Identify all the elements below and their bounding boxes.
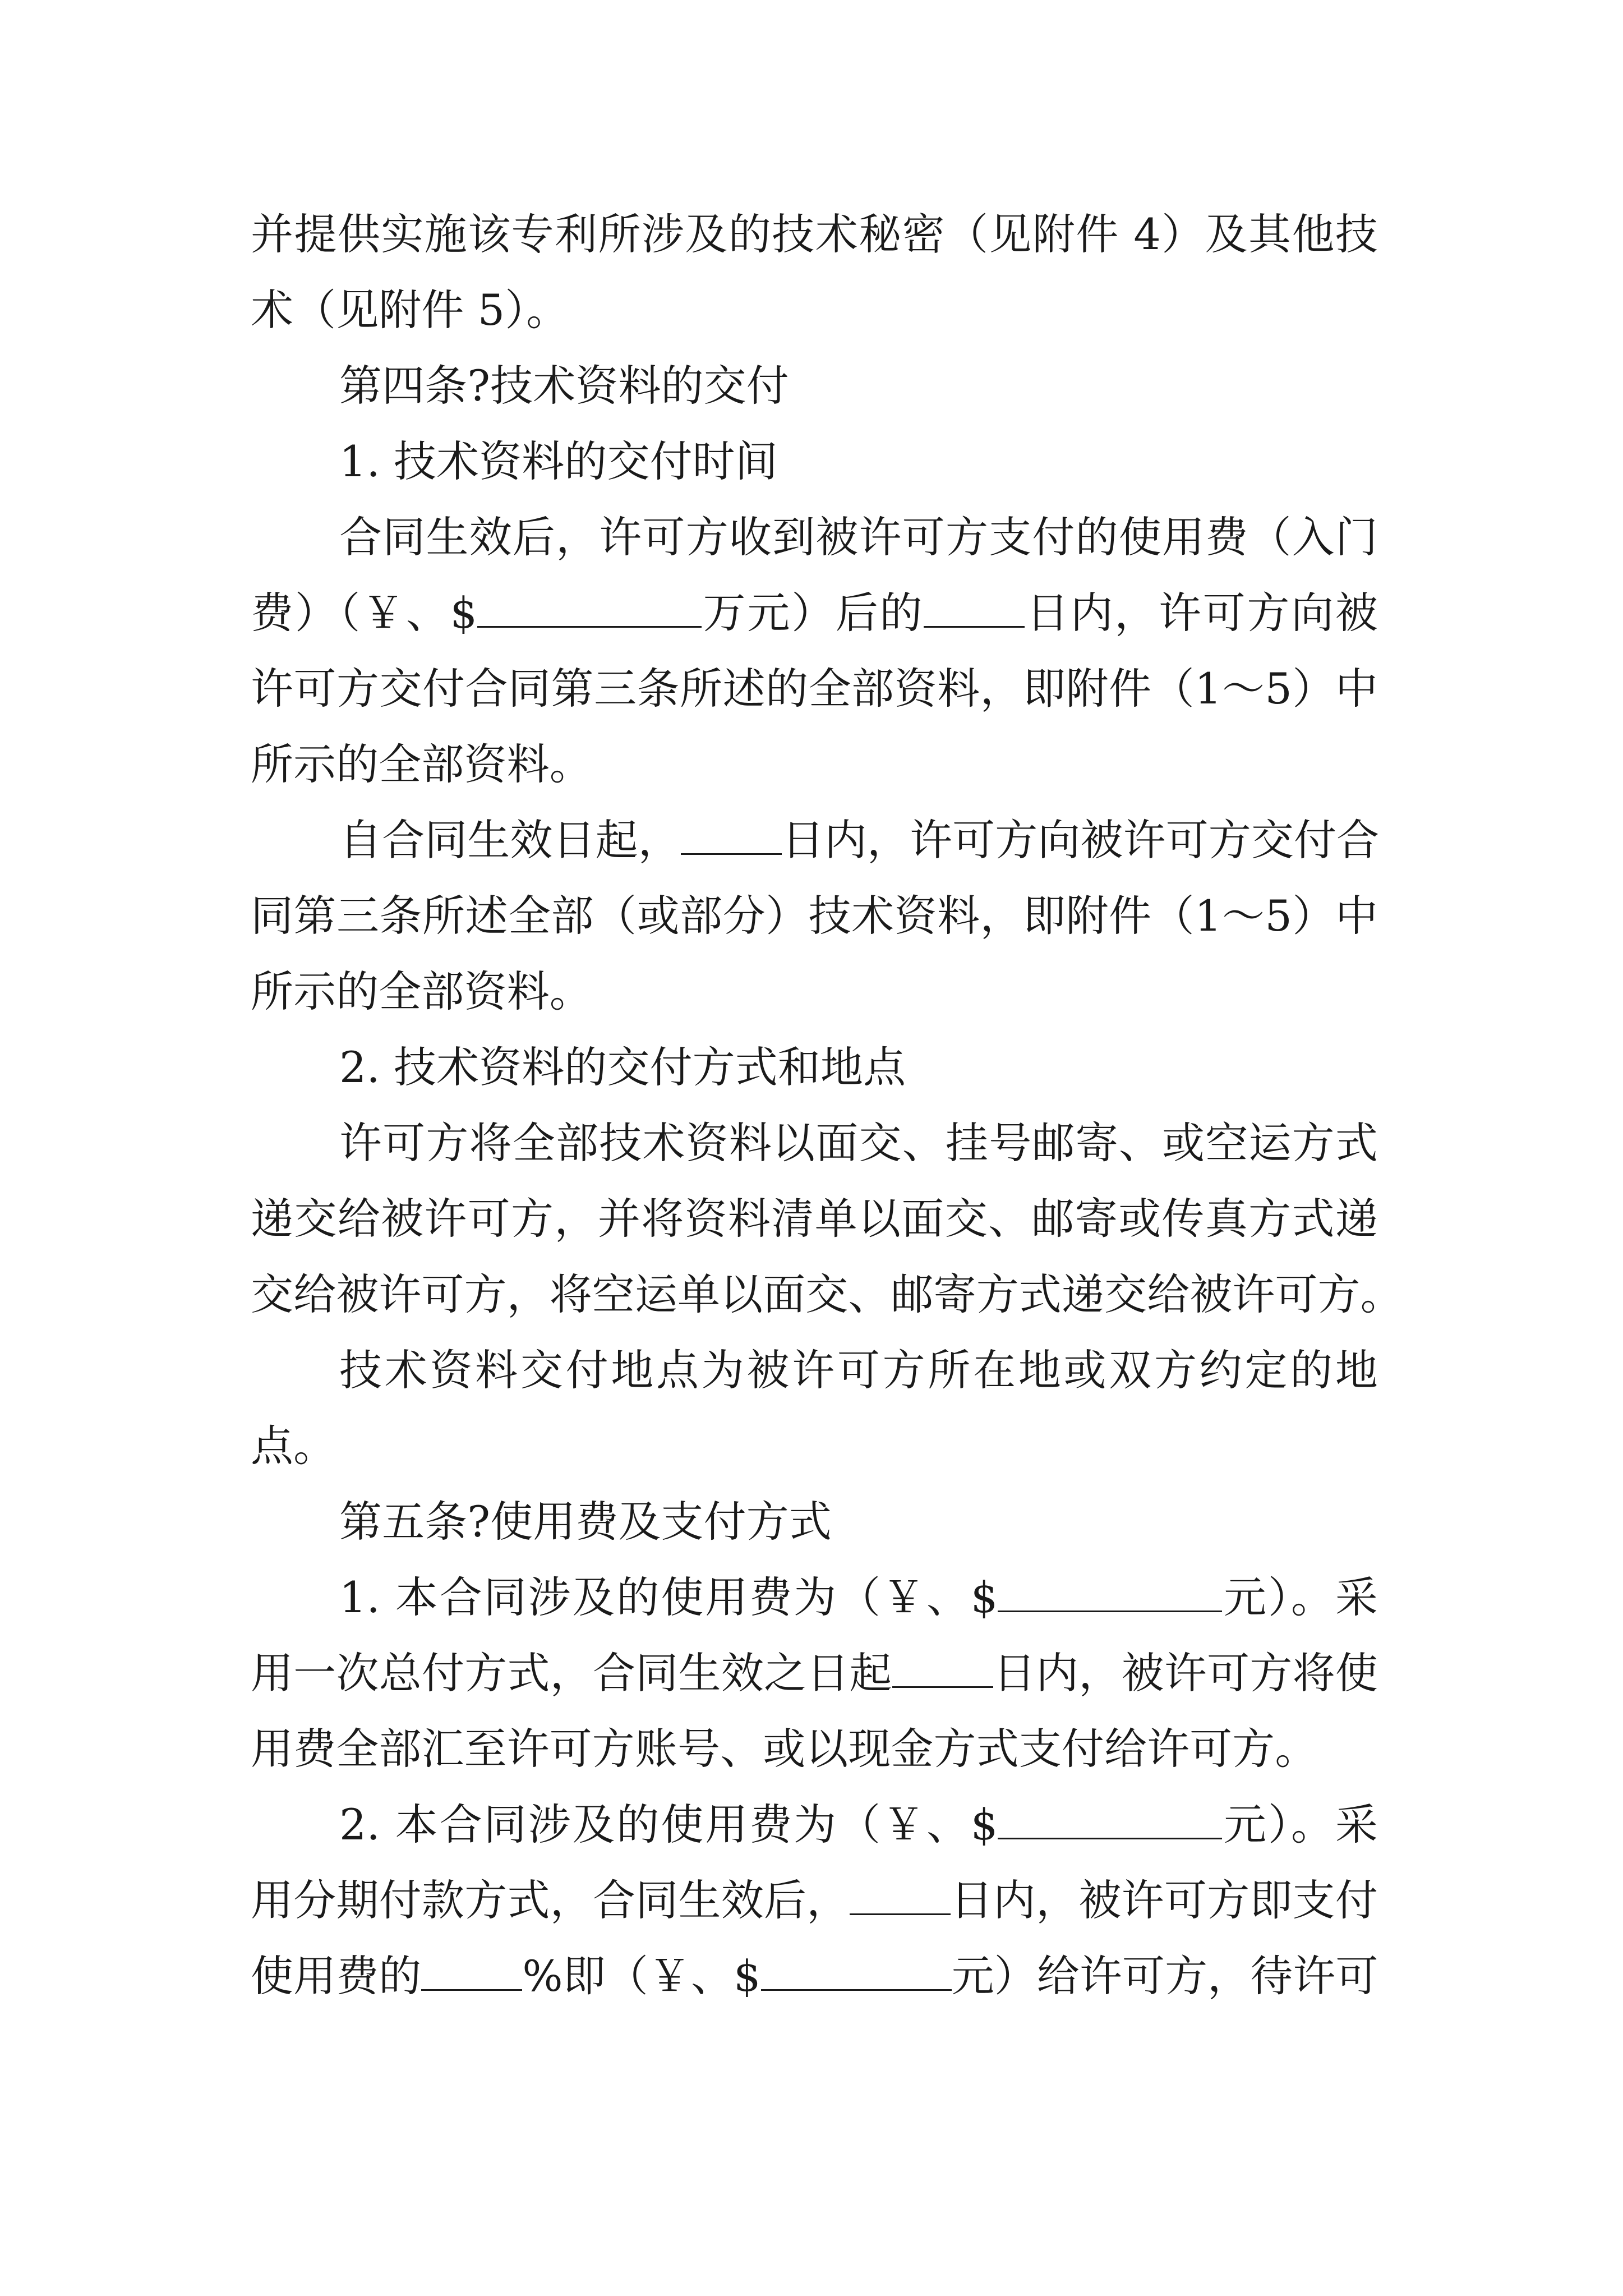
- paragraph-line: 并提供实施该专利所涉及的技术秘密（见附件 4）及其他技: [251, 209, 1378, 259]
- paragraph-line: 自合同生效日起， 日内，许可方向被许可方交付合: [251, 802, 1378, 878]
- article-heading: 第四条?技术资料的交付: [339, 361, 789, 411]
- paragraph-line: 合同生效后，许可方收到被许可方支付的使用费（入门: [339, 512, 1378, 562]
- blank-field: [681, 813, 782, 855]
- blank-field: [421, 1949, 522, 1991]
- paragraph-line: 用分期付款方式，合同生效后， 日内，被许可方即支付: [251, 1862, 1378, 1938]
- blank-field: [998, 1797, 1222, 1839]
- paragraph-line: 用费全部汇至许可方账号、或以现金方式支付给许可方。: [251, 1724, 1318, 1774]
- paragraph-line: 技术资料交付地点为被许可方所在地或双方约定的地: [339, 1345, 1378, 1395]
- blank-field: [892, 1646, 993, 1688]
- paragraph-line: 所示的全部资料。: [251, 967, 592, 1016]
- contract-text: [251, 196, 1403, 2014]
- paragraph-line: 术（见附件 5）。: [251, 285, 569, 335]
- blank-field: [761, 1949, 952, 1991]
- paragraph-line: 使用费的 %即（￥、$ 元）给许可方，待许可: [251, 1938, 1378, 2014]
- paragraph-line: 递交给被许可方，并将资料清单以面交、邮寄或传真方式递: [251, 1194, 1378, 1244]
- paragraph-line: 1. 本合同涉及的使用费为（￥、$ 元）。采: [251, 1559, 1378, 1635]
- blank-field: [924, 586, 1025, 628]
- paragraph-line: 许可方将全部技术资料以面交、挂号邮寄、或空运方式: [339, 1118, 1378, 1168]
- paragraph-line: 所示的全部资料。: [251, 739, 592, 789]
- blank-field: [998, 1570, 1222, 1612]
- paragraph-line: 2. 本合同涉及的使用费为（￥、$ 元）。采: [251, 1787, 1378, 1862]
- blank-field: [850, 1873, 951, 1915]
- paragraph-line: 用一次总付方式，合同生效之日起 日内，被许可方将使: [251, 1635, 1378, 1711]
- paragraph-line: 许可方交付合同第三条所述的全部资料，即附件（1～5）中: [251, 664, 1378, 714]
- article-heading: 第五条?使用费及支付方式: [339, 1497, 832, 1547]
- blank-field: [477, 586, 702, 628]
- paragraph-line: 同第三条所述全部（或部分）技术资料，即附件（1～5）中: [251, 891, 1378, 941]
- section-heading: 2. 技术资料的交付方式和地点: [339, 1042, 906, 1092]
- section-heading: 1. 技术资料的交付时间: [339, 436, 778, 486]
- paragraph-line: 交给被许可方，将空运单以面交、邮寄方式递交给被许可方。: [251, 1269, 1403, 1319]
- paragraph-line: 费）（￥、$ 万元）后的 日内，许可方向被: [251, 575, 1378, 651]
- paragraph-line: 点。: [251, 1421, 336, 1471]
